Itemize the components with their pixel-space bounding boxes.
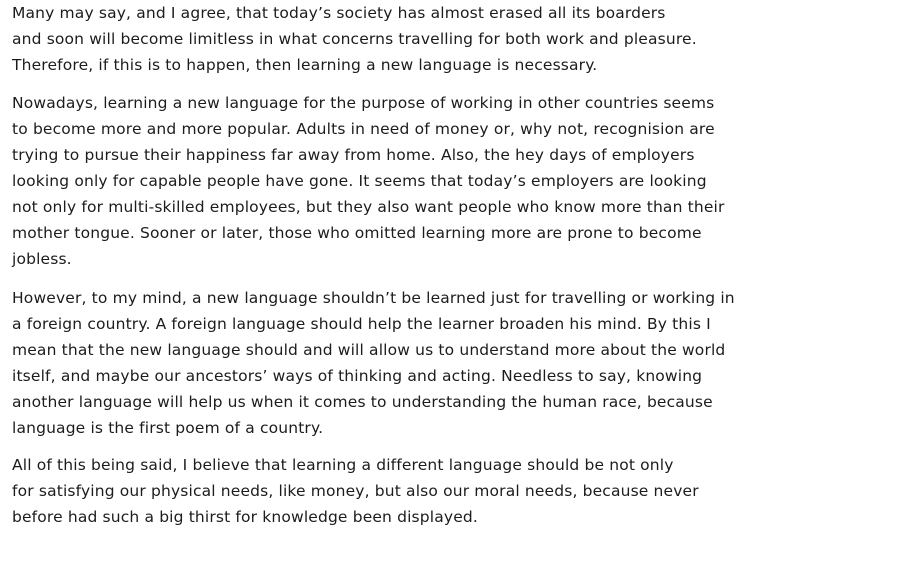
- essay-paragraph-1: [12, 0, 892, 78]
- paragraph-3-line-5: another language will help us when it comes to understanding the human race, because: [12, 393, 713, 411]
- paragraph-3-line-6: language is the first poem of a country.: [12, 419, 324, 437]
- paragraph-4-line-1: All of this being said, I believe that learning a different language should be not only: [12, 456, 674, 474]
- paragraph-2-line-2: to become more and more popular. Adults in need of money or, why not, recognision are: [12, 120, 715, 138]
- paragraph-4-line-3: before had such a big thirst for knowledge been displayed.: [12, 508, 478, 526]
- paragraph-1-line-1: Many may say, and I agree, that today’s society has almost erased all its boarders: [12, 4, 666, 22]
- paragraph-2-line-1: Nowadays, learning a new language for the purpose of working in other countries seems: [12, 94, 715, 112]
- paragraph-1-line-2: and soon will become limitless in what concerns travelling for both work and pleasure.: [12, 30, 697, 48]
- paragraph-2-line-3: trying to pursue their happiness far away from home. Also, the hey days of employers: [12, 146, 695, 164]
- paragraph-3-line-1: However, to my mind, a new language shouldn’t be learned just for travelling or working in: [12, 289, 735, 307]
- paragraph-1-line-3: Therefore, if this is to happen, then learning a new language is necessary.: [12, 56, 598, 74]
- paragraph-3-line-4: itself, and maybe our ancestors’ ways of thinking and acting. Needless to say, knowing: [12, 367, 703, 385]
- paragraph-3-line-2: a foreign country. A foreign language should help the learner broaden his mind. By this I: [12, 315, 711, 333]
- paragraph-2-line-4: looking only for capable people have gone. It seems that today’s employers are looking: [12, 172, 707, 190]
- essay-paragraph-4: [12, 452, 892, 530]
- paragraph-4-line-2: for satisfying our physical needs, like money, but also our moral needs, because never: [12, 482, 699, 500]
- paragraph-2-line-5: not only for multi-skilled employees, but they also want people who know more than their: [12, 198, 725, 216]
- essay-paragraph-2: [12, 90, 892, 272]
- paragraph-2-line-7: jobless.: [12, 250, 72, 268]
- paragraph-3-line-3: mean that the new language should and will allow us to understand more about the world: [12, 341, 726, 359]
- paragraph-2-line-6: mother tongue. Sooner or later, those who omitted learning more are prone to become: [12, 224, 702, 242]
- essay-paragraph-3: [12, 285, 892, 441]
